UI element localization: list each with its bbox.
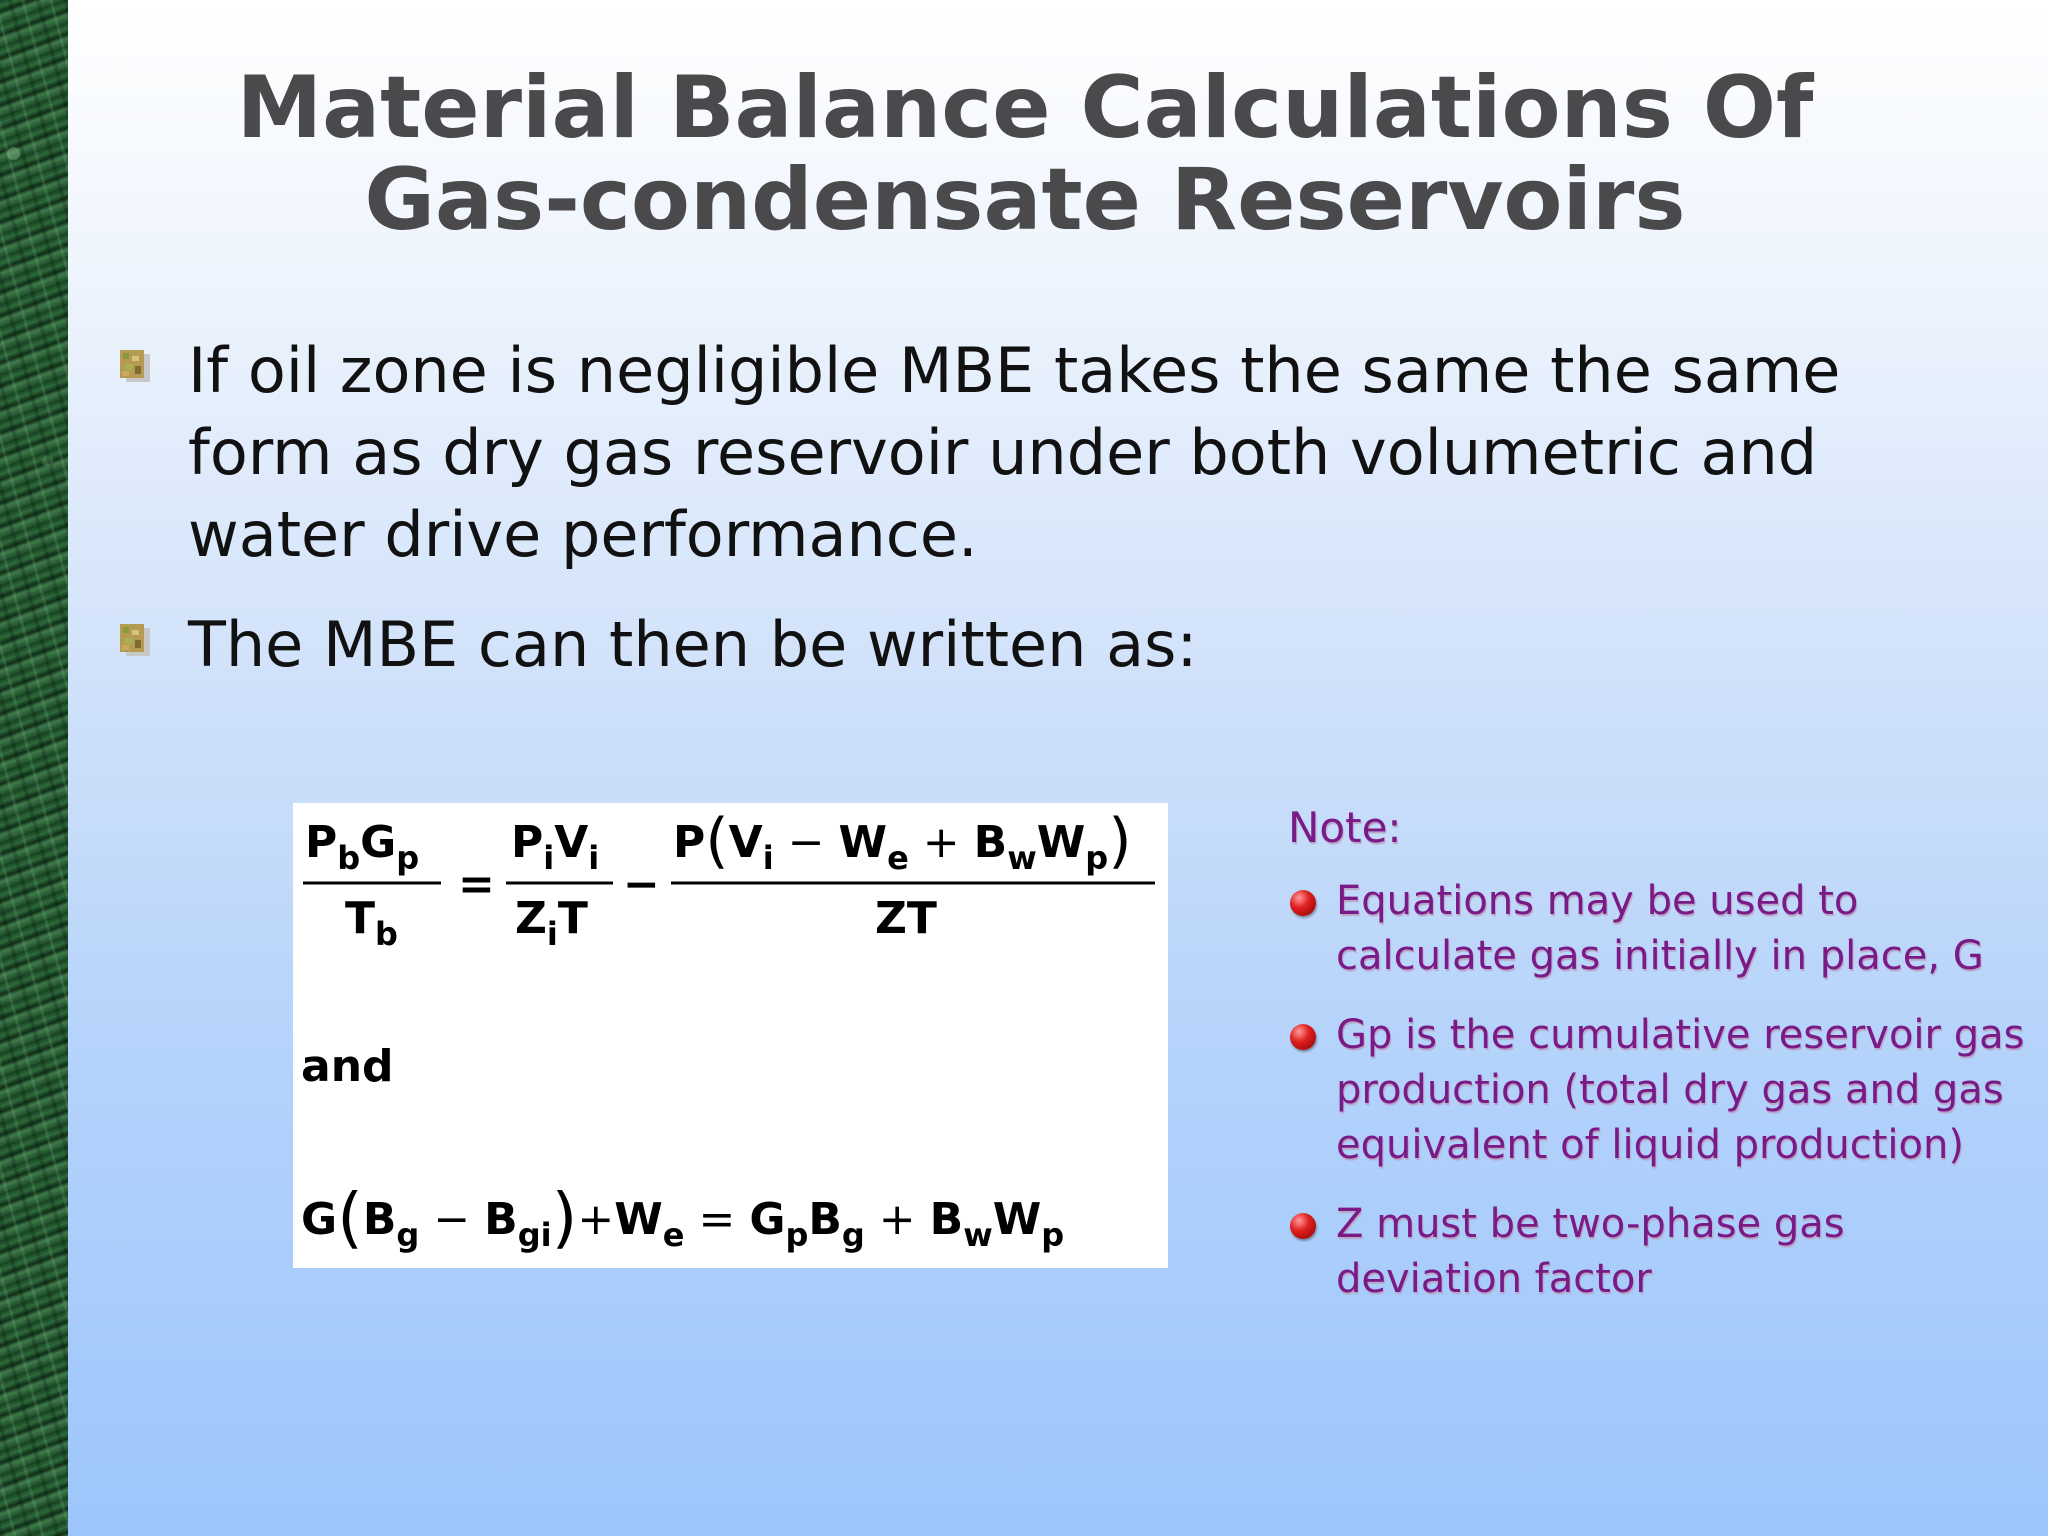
svg-text:ZiT: $Z_iT$	[515, 893, 588, 953]
note-text: Z must be two-phase gas deviation factor	[1336, 1201, 1845, 1302]
svg-text:−: −	[623, 859, 660, 910]
bullet-list	[118, 330, 1918, 714]
note-title: Note:	[1288, 803, 1402, 852]
equation-2	[301, 1179, 1064, 1256]
svg-text:G(Bg − Bgi)+We = GpBg + BwWp: $G(B_g - B_{gi})+W_e = G_pB_g + B_wW_p$	[301, 1179, 1065, 1256]
bullet-text: If oil zone is negligible MBE takes the same the same form as dry gas reservoir under both volumetric and water drive performance.	[188, 334, 1841, 571]
note-text: Equations may be used to calculate gas initially in place, G	[1336, 878, 1984, 979]
red-ball-bullet-icon	[1290, 890, 1316, 916]
bullet-text: The MBE can then be written as:	[188, 608, 1198, 681]
decorative-marble-strip	[0, 0, 68, 1536]
note-item	[1288, 1197, 2028, 1307]
red-ball-bullet-icon	[1290, 1024, 1316, 1050]
equation-1	[303, 806, 1155, 953]
svg-text:=: =	[458, 859, 495, 910]
bullet-item	[118, 330, 1918, 576]
mbe-formula-svg	[293, 803, 1168, 1268]
note-panel	[1288, 800, 2028, 1331]
equation-connector: and	[301, 1041, 394, 1092]
note-list	[1288, 874, 2028, 1307]
svg-text:Tb: $T_b$	[345, 893, 398, 953]
mbe-formula-image	[293, 803, 1168, 1268]
note-item	[1288, 874, 2028, 984]
note-item	[1288, 1008, 2028, 1173]
svg-text:PbGp: $P_bG_p$	[305, 817, 420, 877]
textured-square-bullet-icon	[120, 624, 150, 658]
svg-text:PiVi: $P_iV_i$	[511, 817, 600, 877]
svg-text:P(Vi − We + BwWp): $P(V_i - W_e + B_wW_p)$	[673, 806, 1132, 877]
slide-title: Material Balance Calculations Of Gas-condensate Reservoirs	[236, 58, 1814, 250]
red-ball-bullet-icon	[1290, 1213, 1316, 1239]
svg-text:ZT: ZT	[875, 893, 937, 944]
bullet-item	[118, 604, 1918, 686]
note-text: Gp is the cumulative reservoir gas production (total dry gas and gas equivalent of liquid production)	[1336, 1012, 2025, 1168]
textured-square-bullet-icon	[120, 350, 150, 384]
